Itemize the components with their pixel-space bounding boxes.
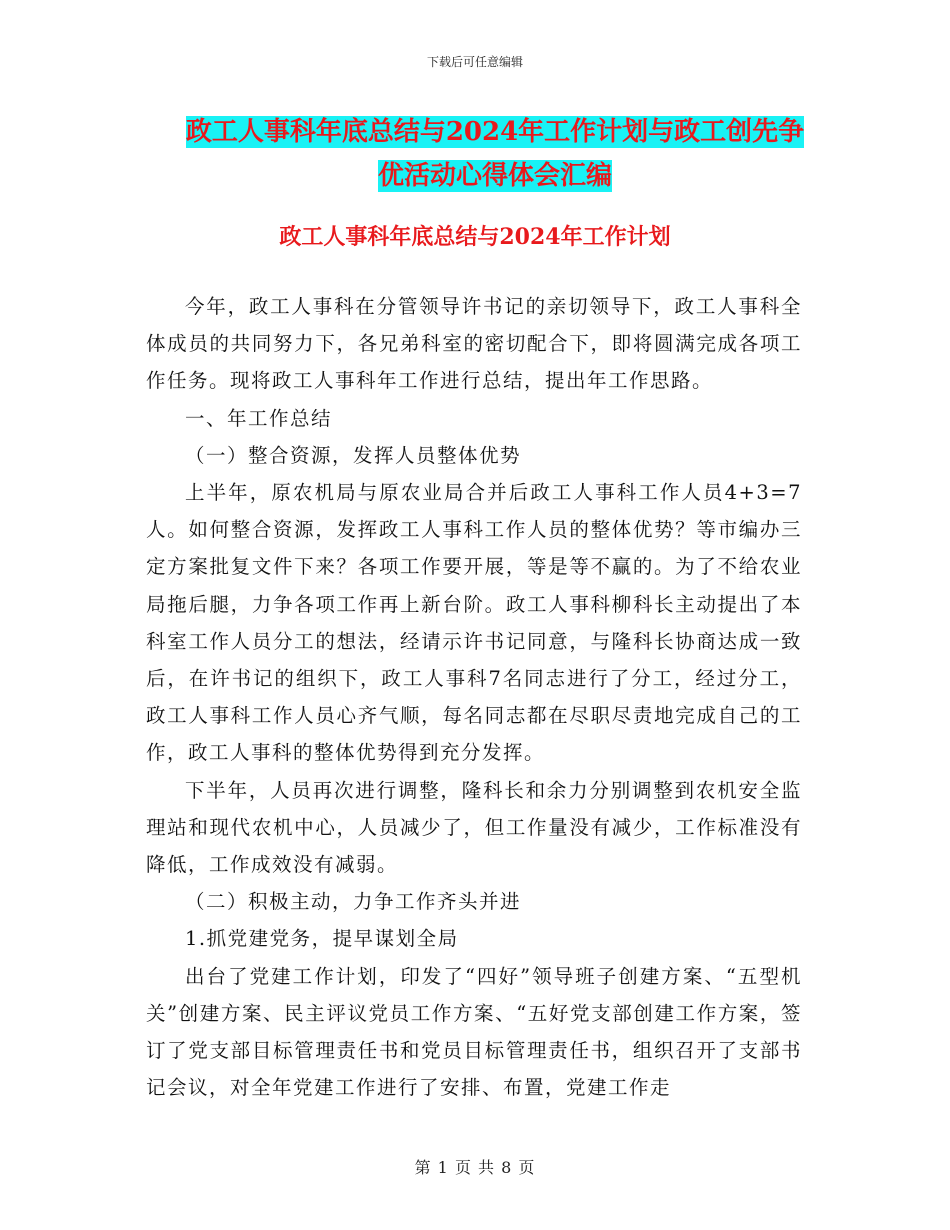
paragraph-subheading: 1.抓党建党务，提早谋划全局	[185, 927, 459, 951]
paragraph-subheading: （一）整合资源，发挥人员整体优势	[185, 443, 522, 467]
paragraph: 今年，政工人事科在分管领导许书记的亲切领导下，政工人事科全体成员的共同努力下，各兄弟科室的密切配合下，即将圆满完成各项工作任务。现将政工人事科年工作进行总结，提出年工作思路。	[146, 295, 802, 393]
paragraph-subheading: （二）积极主动，力争工作齐头并进	[185, 890, 522, 914]
paragraph: 下半年，人员再次进行调整，隆科长和余力分别调整到农机安全监理站和现代农机中心，人员减少了，但工作量没有减少，工作标准没有降低，工作成效没有减弱。	[146, 778, 802, 877]
paragraph: 出台了党建工作计划，印发了“四好”领导班子创建方案、“五型机关”创建方案、民主评议党员工作方案、“五好党支部创建工作方案，签订了党支部目标管理责任书和党员目标管理责任书，组织召开了支部书记会议，对全年党建工作进行了安排、布置，党建工作走	[146, 964, 802, 1100]
main-title-line-1: 政工人事科年底总结与2024年工作计划与政工创先争	[185, 117, 805, 147]
page-footer: 第 1 页 共 8 页	[414, 1158, 536, 1177]
document-body	[146, 288, 802, 1106]
header-note: 下载后可任意编辑	[426, 55, 523, 69]
main-title-line-2: 优活动心得体会汇编	[377, 161, 612, 191]
section-title: 政工人事科年底总结与2024年工作计划	[279, 224, 671, 250]
paragraph-heading: 一、年工作总结	[185, 406, 333, 430]
paragraph: 上半年，原农机局与原农业局合并后政工人事科工作人员4+3=7人。如何整合资源，发挥政工人事科工作人员的整体优势？等市编办三定方案批复文件下来？各项工作要开展，等是等不赢的。为了不给农业局拖后腿，力争各项工作再上新台阶。政工人事科柳科长主动提出了本科室工作人员分工的想法，经请示许书记同意，与隆科长协商达成一致后，在许书记的组织下，政工人事科7名同志进行了分工，经过分工，政工人事科工作人员心齐气顺，每名同志都在尽职尽责地完成自己的工作，政工人事科的整体优势得到充分发挥。	[146, 481, 802, 765]
document-main-title	[140, 110, 850, 198]
